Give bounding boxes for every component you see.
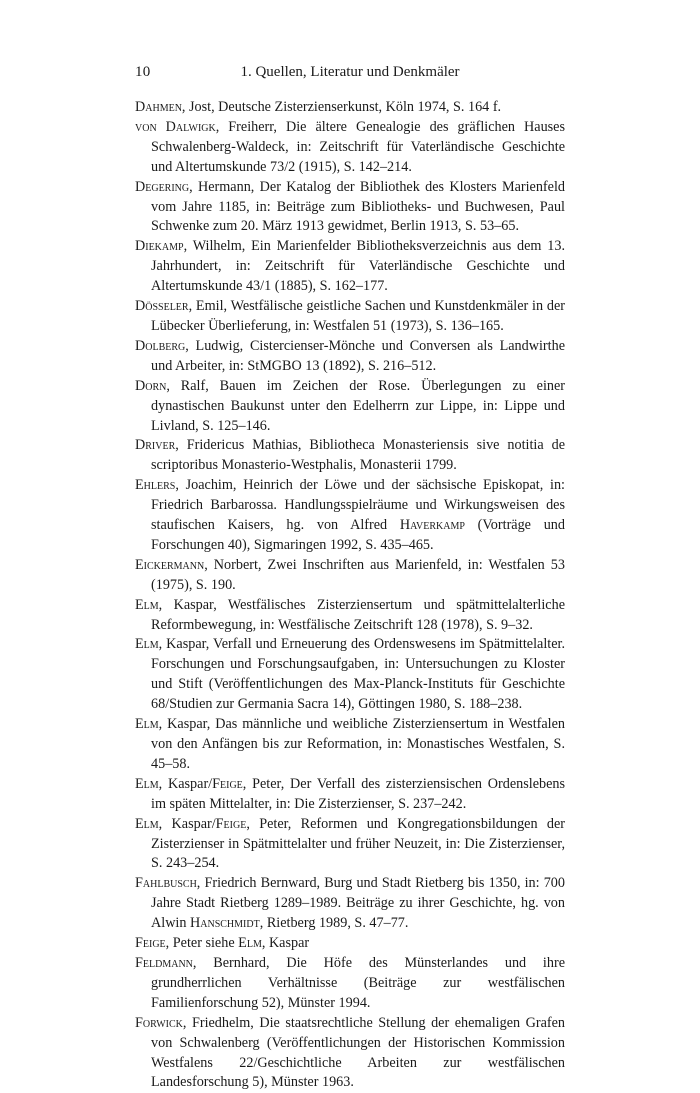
bibliography-entry — [135, 815, 565, 875]
bibliography-entry — [135, 954, 565, 1014]
entry-text: , Emil, Westfälische geistliche Sachen und Kunstdenkmäler in der Lübecker Überlieferung, in: Westfalen 51 (1973), S. 136–165. — [151, 298, 565, 334]
bibliography-entry — [135, 297, 565, 337]
author-name: Dösseler — [135, 298, 189, 315]
author-name: Elm — [238, 935, 262, 952]
bibliography-entry — [135, 178, 565, 238]
entry-text: , Freiherr, Die ältere Genealogie des gräflichen Hauses Schwalenberg-Waldeck, in: Zeitschrift für Vaterländische Geschichte und Altertumskunde 73/2 (1915), S. 142–214. — [151, 118, 565, 175]
bibliography-entry — [135, 436, 565, 476]
bibliography-entry — [135, 715, 565, 775]
bibliography-entry — [135, 635, 565, 715]
author-name: Degering — [135, 178, 190, 195]
entry-text: , Jost, Deutsche Zisterzienserkunst, Köln 1974, S. 164 f. — [181, 99, 502, 115]
author-name: Elm — [135, 636, 159, 653]
bibliography-entry — [135, 377, 565, 437]
entry-text: , Peter siehe — [165, 935, 239, 952]
entry-text: , Norbert, Zwei Inschriften aus Marienfeld, in: Westfalen 53 (1975), S. 190. — [151, 556, 565, 593]
bibliography-entry — [135, 1014, 565, 1093]
entry-text: , Friedhelm, Die staatsrechtliche Stellung der ehemaligen Grafen von Schwalenberg (Veröffentlichungen der Historischen Kommission Westfalens 22/Geschichtliche Arbeiten zur westfälischen Landesforschung 5), Münster 1963. — [151, 1014, 565, 1091]
author-name: Ehlers — [135, 477, 176, 494]
bibliography-entry — [135, 934, 565, 954]
entry-text: , Peter, Reformen und Kongregationsbildungen der Zisterzienser in Spätmittelalter und früher Neuzeit, in: Die Zisterzienser, S. 243–254. — [151, 815, 566, 872]
running-header — [135, 64, 565, 84]
entry-text: , Joachim, Heinrich der Löwe und der sächsische Episkopat, in: Friedrich Barbarossa. Handlungsspielräume und Wirkungsweisen des staufischen Kaisers, hg. von Alfred — [151, 477, 565, 534]
author-name: Elm — [135, 596, 159, 613]
entry-text: , Fridericus Mathias, Bibliotheca Monasteriensis sive notitia de scriptoribus Monasterio-Westphalis, Monasterii 1799. — [151, 437, 565, 474]
author-name: Elm — [135, 815, 159, 832]
bibliography-entry — [135, 596, 565, 636]
entry-text: , Bernhard, Die Höfe des Münsterlandes und ihre grundherrlichen Verhältnisse (Beiträge zur westfälischen Familienforschung 52), Münster 1994. — [151, 954, 565, 1011]
author-name: Driver — [135, 437, 176, 454]
author-name: Eickermann — [135, 556, 205, 573]
entry-text: , Kaspar/ — [158, 815, 216, 832]
author-name: Dolberg — [135, 337, 186, 354]
author-name: Fahlbusch — [135, 875, 197, 892]
author-name: Dorn — [135, 377, 167, 394]
author-name: Diekamp — [135, 238, 184, 255]
page-number: 10 — [135, 64, 151, 80]
bibliography-list — [135, 98, 565, 1093]
entry-text: , Kaspar, Das männliche und weibliche Zisterziensertum in Westfalen von den Anfängen bis zur Reformation, in: Monastisches Westfalen, S. 45–58. — [151, 716, 565, 772]
entry-text: , Friedrich Bernward, Burg und Stadt Rietberg bis 1350, in: 700 Jahre Stadt Rietberg 1289–1989. Beiträge zu ihrer Geschichte, hg. von Alwin — [151, 875, 565, 932]
author-name: Haverkamp — [399, 517, 465, 534]
author-name: Feige — [212, 775, 243, 792]
author-name: Forwick — [135, 1014, 183, 1031]
author-name: Hanschmidt — [190, 915, 260, 932]
author-name: Feige — [215, 815, 247, 832]
author-name: Dahmen — [135, 99, 182, 115]
entry-text: , Kaspar, Westfälisches Zisterziensertum und spätmittelalterliche Reformbewegung, in: Westfälische Zeitschrift 128 (1978), S. 9–32. — [151, 596, 565, 633]
bibliography-entry — [135, 874, 565, 934]
author-name: Elm — [135, 716, 159, 733]
entry-text: , Ralf, Bauen im Zeichen der Rose. Überlegungen zu einer dynastischen Baukunst unter den Edelherrn zur Lippe, in: Lippe und Livland, S. 125–146. — [151, 377, 565, 434]
entry-text: (Vorträge und Forschungen 40), Sigmaringen 1992, S. 435–465. — [151, 517, 565, 553]
entry-text: , Wilhelm, Ein Marienfelder Bibliotheksverzeichnis aus dem 13. Jahrhundert, in: Zeitschrift für Vaterländische Geschichte und Altertumskunde 43/1 (1885), S. 162–177. — [151, 238, 565, 295]
entry-text: , Hermann, Der Katalog der Bibliothek des Klosters Marienfeld vom Jahre 1185, in: Beiträge zum Bibliotheks- und Buchwesen, Paul Schwenke zum 20. März 1913 gewidmet, Berlin 1913, S. 53–65. — [151, 178, 565, 235]
entry-text: , Rietberg 1989, S. 47–77. — [259, 915, 409, 932]
entry-text: , Kaspar — [261, 935, 310, 952]
bibliography-entry — [135, 556, 565, 596]
entry-text: , Ludwig, Cistercienser-Mönche und Conversen als Landwirthe und Arbeiter, in: StMGBO 13 (1892), S. 216–512. — [151, 337, 565, 374]
bibliography-entry — [135, 337, 565, 377]
bibliography-entry — [135, 775, 565, 815]
bibliography-entry — [135, 476, 565, 556]
bibliography-entry — [135, 98, 565, 118]
entry-text: , Kaspar/ — [158, 775, 213, 792]
entry-text: , Peter, Der Verfall des zisterziensischen Ordenslebens im späten Mittelalter, in: Die Zisterzienser, S. 237–242. — [151, 775, 565, 812]
author-name: von Dalwigk — [135, 118, 216, 135]
chapter-title: 1. Quellen, Literatur und Denkmäler — [240, 64, 460, 80]
bibliography-entry — [135, 237, 565, 297]
author-name: Elm — [135, 775, 159, 792]
bibliography-entry — [135, 118, 565, 178]
author-name: Feige — [135, 935, 166, 952]
entry-text: , Kaspar, Verfall und Erneuerung des Ordenswesens im Spätmittelalter. Forschungen und Forschungsaufgaben, in: Untersuchungen zu Kloster und Stift (Veröffentlichungen des Max-Planck-Instituts für Geschichte 68/Studien zur Germania Sacra 14), Göttingen 1980, S. 188–238. — [151, 636, 565, 713]
author-name: Feldmann — [135, 954, 193, 971]
